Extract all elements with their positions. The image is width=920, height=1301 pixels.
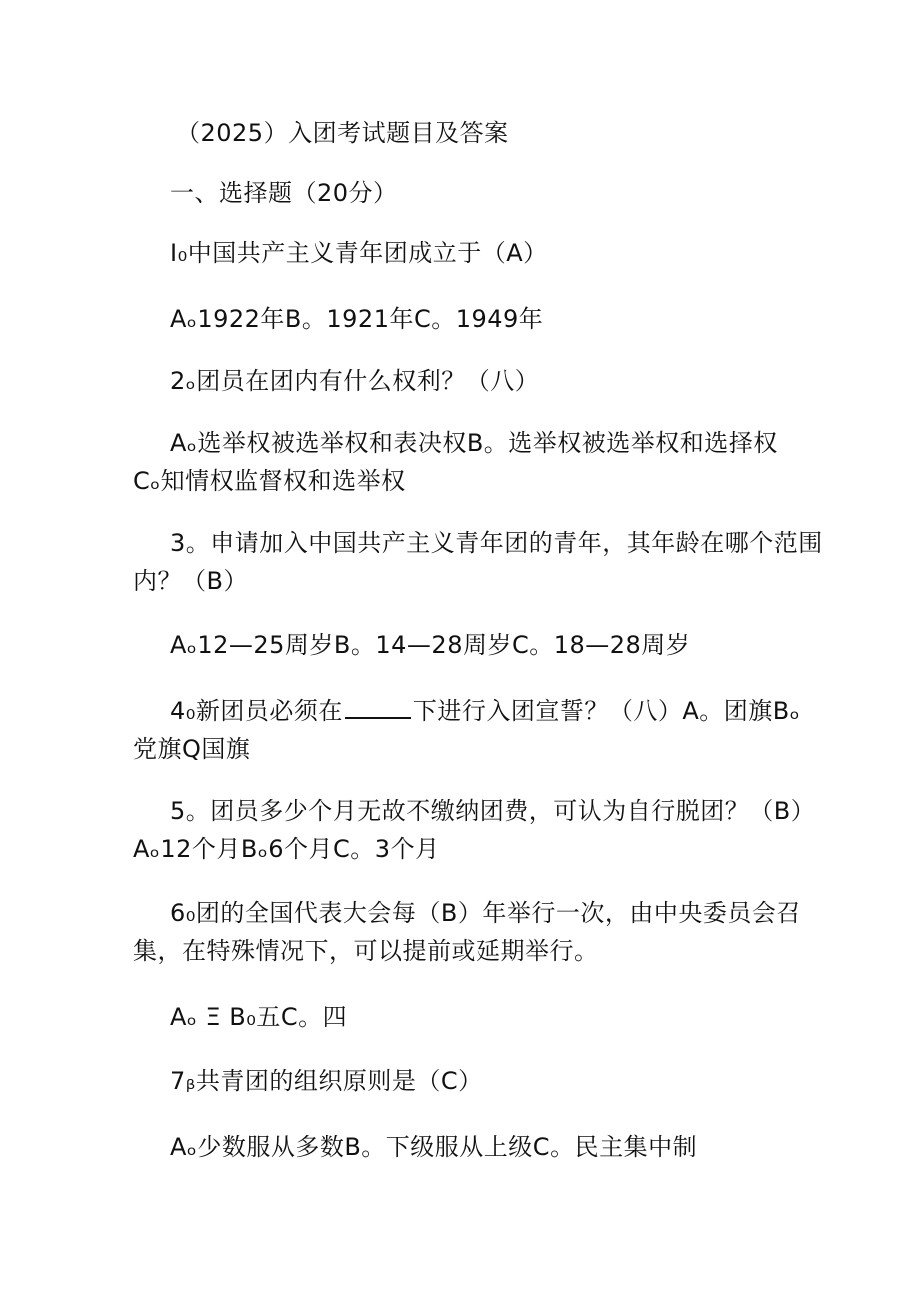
question-2: 2ₒ团员在团内有什么权利？（八） (170, 367, 540, 395)
question-7: 7ᵦ共青团的组织原则是（C） (170, 1067, 483, 1095)
question-1: I₀中国共产主义青年团成立于（A） (170, 239, 548, 267)
question-6-line1: 6₀团的全国代表大会每（B）年举行一次，由中央委员会召 (170, 899, 801, 927)
question-2-options-line2: Cₒ知情权监督权和选举权 (133, 467, 406, 495)
question-4-text-before: 4₀新团员必须在 (170, 697, 343, 725)
question-5-options: Aₒ12个月Bₒ6个月C。3个月 (133, 835, 440, 863)
section-heading: 一、选择题（20分） (170, 179, 398, 207)
question-3-line2: 内？（B） (133, 567, 248, 595)
fill-in-blank (345, 699, 411, 719)
question-1-options: Aₒ1922年B。1921年C。1949年 (170, 305, 544, 333)
question-2-options-line1: Aₒ选举权被选举权和表决权B。选举权被选举权和选择权 (170, 429, 778, 457)
question-4-line1 (170, 696, 800, 726)
question-6-options: Aₒ Ξ B₀五C。四 (170, 1003, 348, 1031)
question-3-line1: 3。申请加入中国共产主义青年团的青年，其年龄在哪个范围 (170, 529, 823, 557)
question-5: 5。团员多少个月无故不缴纳团费，可认为自行脱团？（B） (170, 797, 816, 825)
question-6-line2: 集，在特殊情况下，可以提前或延期举行。 (133, 937, 599, 965)
question-4-line2: 党旗Q国旗 (133, 735, 251, 763)
question-7-options: Aₒ少数服从多数B。下级服从上级C。民主集中制 (170, 1133, 698, 1161)
question-4-text-after: 下进行入团宣誓？（八）A。团旗Bₒ (412, 697, 801, 725)
document-title: （2025）入团考试题目及答案 (176, 119, 509, 147)
question-3-options: Aₒ12—25周岁B。14—28周岁C。18—28周岁 (170, 631, 691, 659)
